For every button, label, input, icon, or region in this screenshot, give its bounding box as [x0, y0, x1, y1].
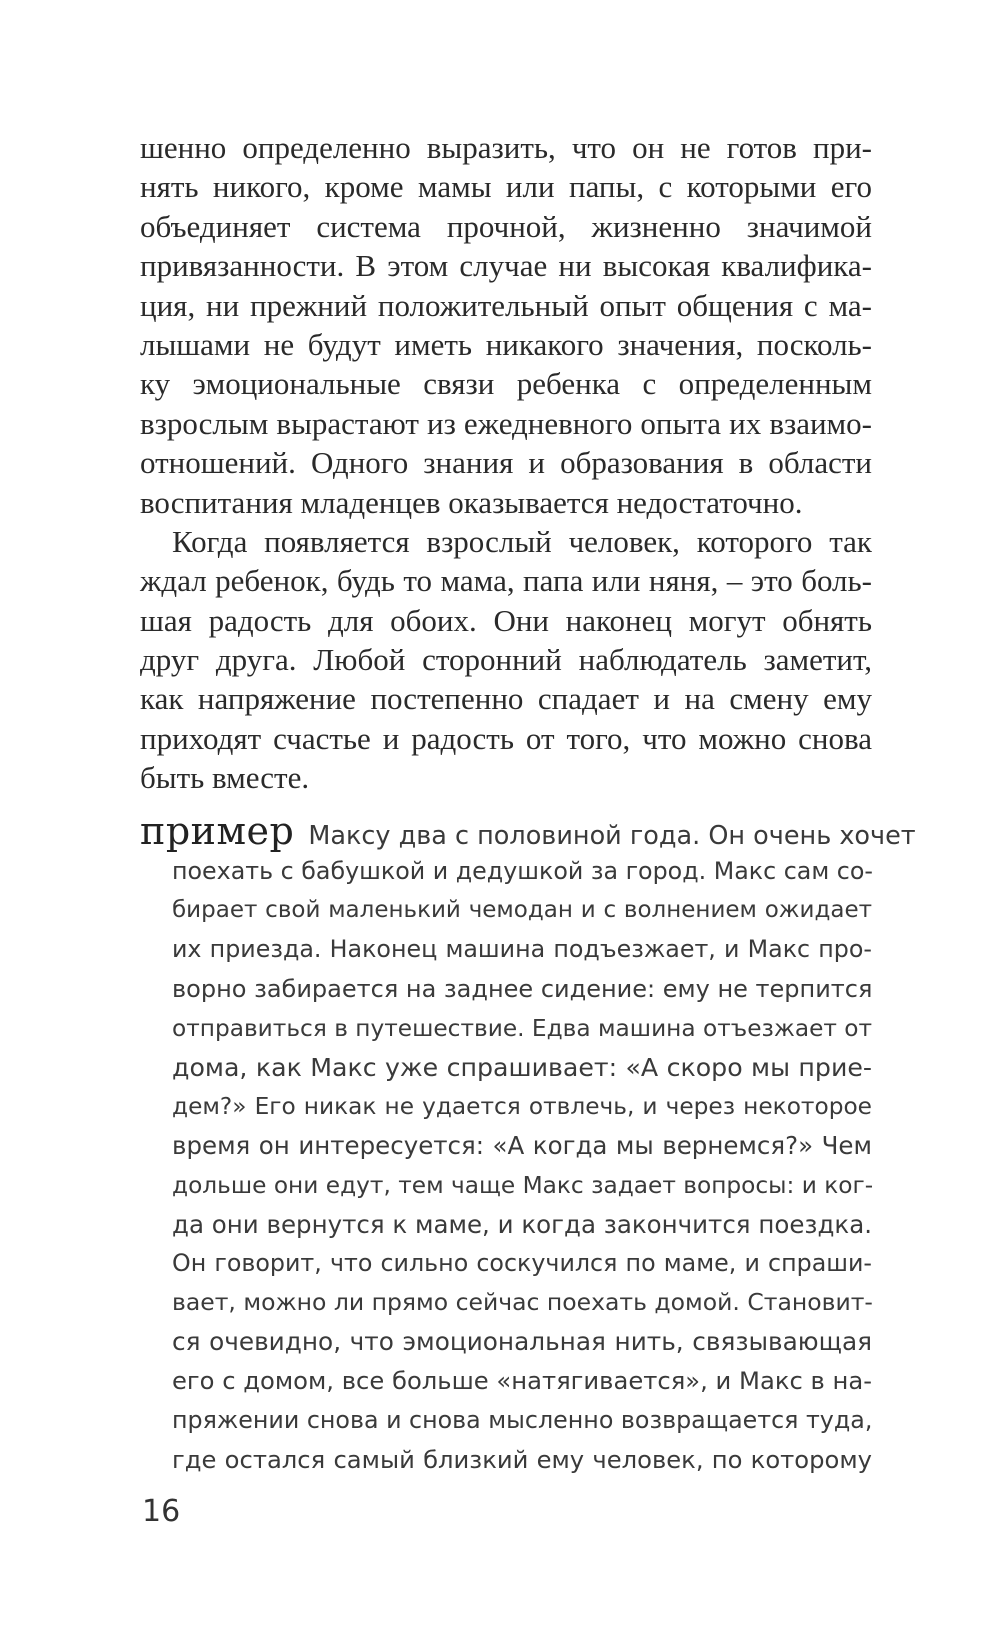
example-line: дем?» Его никак не удается отвлечь, и через некоторое: [172, 1093, 872, 1121]
example-text: [172, 852, 872, 1479]
text-line: ция, ни прежний положительный опыт общения с ма-: [140, 287, 872, 323]
example-line: время он интересуется: «А когда мы вернемся?» Чем: [172, 1131, 872, 1161]
example-line: ворно забирается на заднее сидение: ему не терпится: [172, 974, 873, 1003]
text-line: ждал ребенок, будь то мама, папа или няня, – это боль-: [140, 563, 872, 599]
example-line: Он говорит, что сильно соскучился по маме, и спраши-: [172, 1248, 872, 1277]
example-first-row: [140, 809, 916, 853]
example-line: бирает свой маленький чемодан и с волнением ожидает: [172, 897, 872, 924]
example-line: пряжении снова и снова мысленно возвращается туда,: [172, 1405, 873, 1434]
text-line: воспитания младенцев оказывается недостаточно.: [140, 484, 803, 520]
example-line: дома, как Макс уже спрашивает: «А скоро мы прие-: [172, 1052, 872, 1082]
example-line: да они вернутся к маме, и когда закончится поездка.: [172, 1209, 872, 1239]
text-line: шенно определенно выразить, что он не готов при-: [140, 130, 872, 165]
example-line: отправиться в путешествие. Едва машина отъезжает от: [172, 1014, 873, 1042]
example-line: ся очевидно, что эмоциональная нить, связывающая: [172, 1327, 872, 1357]
text-line: быть вместе.: [140, 760, 310, 796]
text-line: приходят счастье и радость от того, что можно снова: [140, 720, 872, 756]
text-line: друг друга. Любой сторонний наблюдатель заметит,: [140, 642, 872, 678]
example-line: их приезда. Наконец машина подъезжает, и Макс про-: [172, 935, 872, 964]
example-line: вает, можно ли прямо сейчас поехать домой. Становит-: [172, 1288, 873, 1317]
example-line: поехать с бабушкой и дедушкой за город. Макс сам со-: [172, 857, 873, 885]
example-block: [140, 809, 916, 1479]
example-line: где остался самый близкий ему человек, по которому: [172, 1444, 872, 1474]
example-line: дольше они едут, тем чаще Макс задает вопросы: и ког-: [172, 1171, 874, 1199]
text-line: как напряжение постепенно спадает и на смену ему: [140, 681, 872, 717]
example-line: Максу два с половиной года. Он очень хочет: [308, 821, 916, 851]
page-number: 16: [142, 1494, 181, 1529]
text-line: взрослым вырастают из ежедневного опыта их взаимо-: [140, 405, 872, 441]
text-line: привязанности. В этом случае ни высокая квалифика-: [140, 248, 872, 284]
text-line: нять никого, кроме мамы или папы, с которыми его: [140, 169, 872, 205]
example-line: его с домом, все больше «натягивается», и Макс в на-: [172, 1366, 872, 1396]
example-label: пример: [140, 809, 295, 853]
text-line: ку эмоциональные связи ребенка с определенным: [140, 366, 872, 402]
main-text: [140, 128, 872, 798]
text-line: объединяет система прочной, жизненно значимой: [140, 208, 872, 244]
text-line: шая радость для обоих. Они наконец могут обнять: [140, 602, 872, 638]
text-line: лышами не будут иметь никакого значения, посколь-: [140, 326, 872, 362]
text-line: Когда появляется взрослый человек, которого так: [172, 523, 872, 559]
text-line: отношений. Одного знания и образования в области: [140, 445, 872, 481]
